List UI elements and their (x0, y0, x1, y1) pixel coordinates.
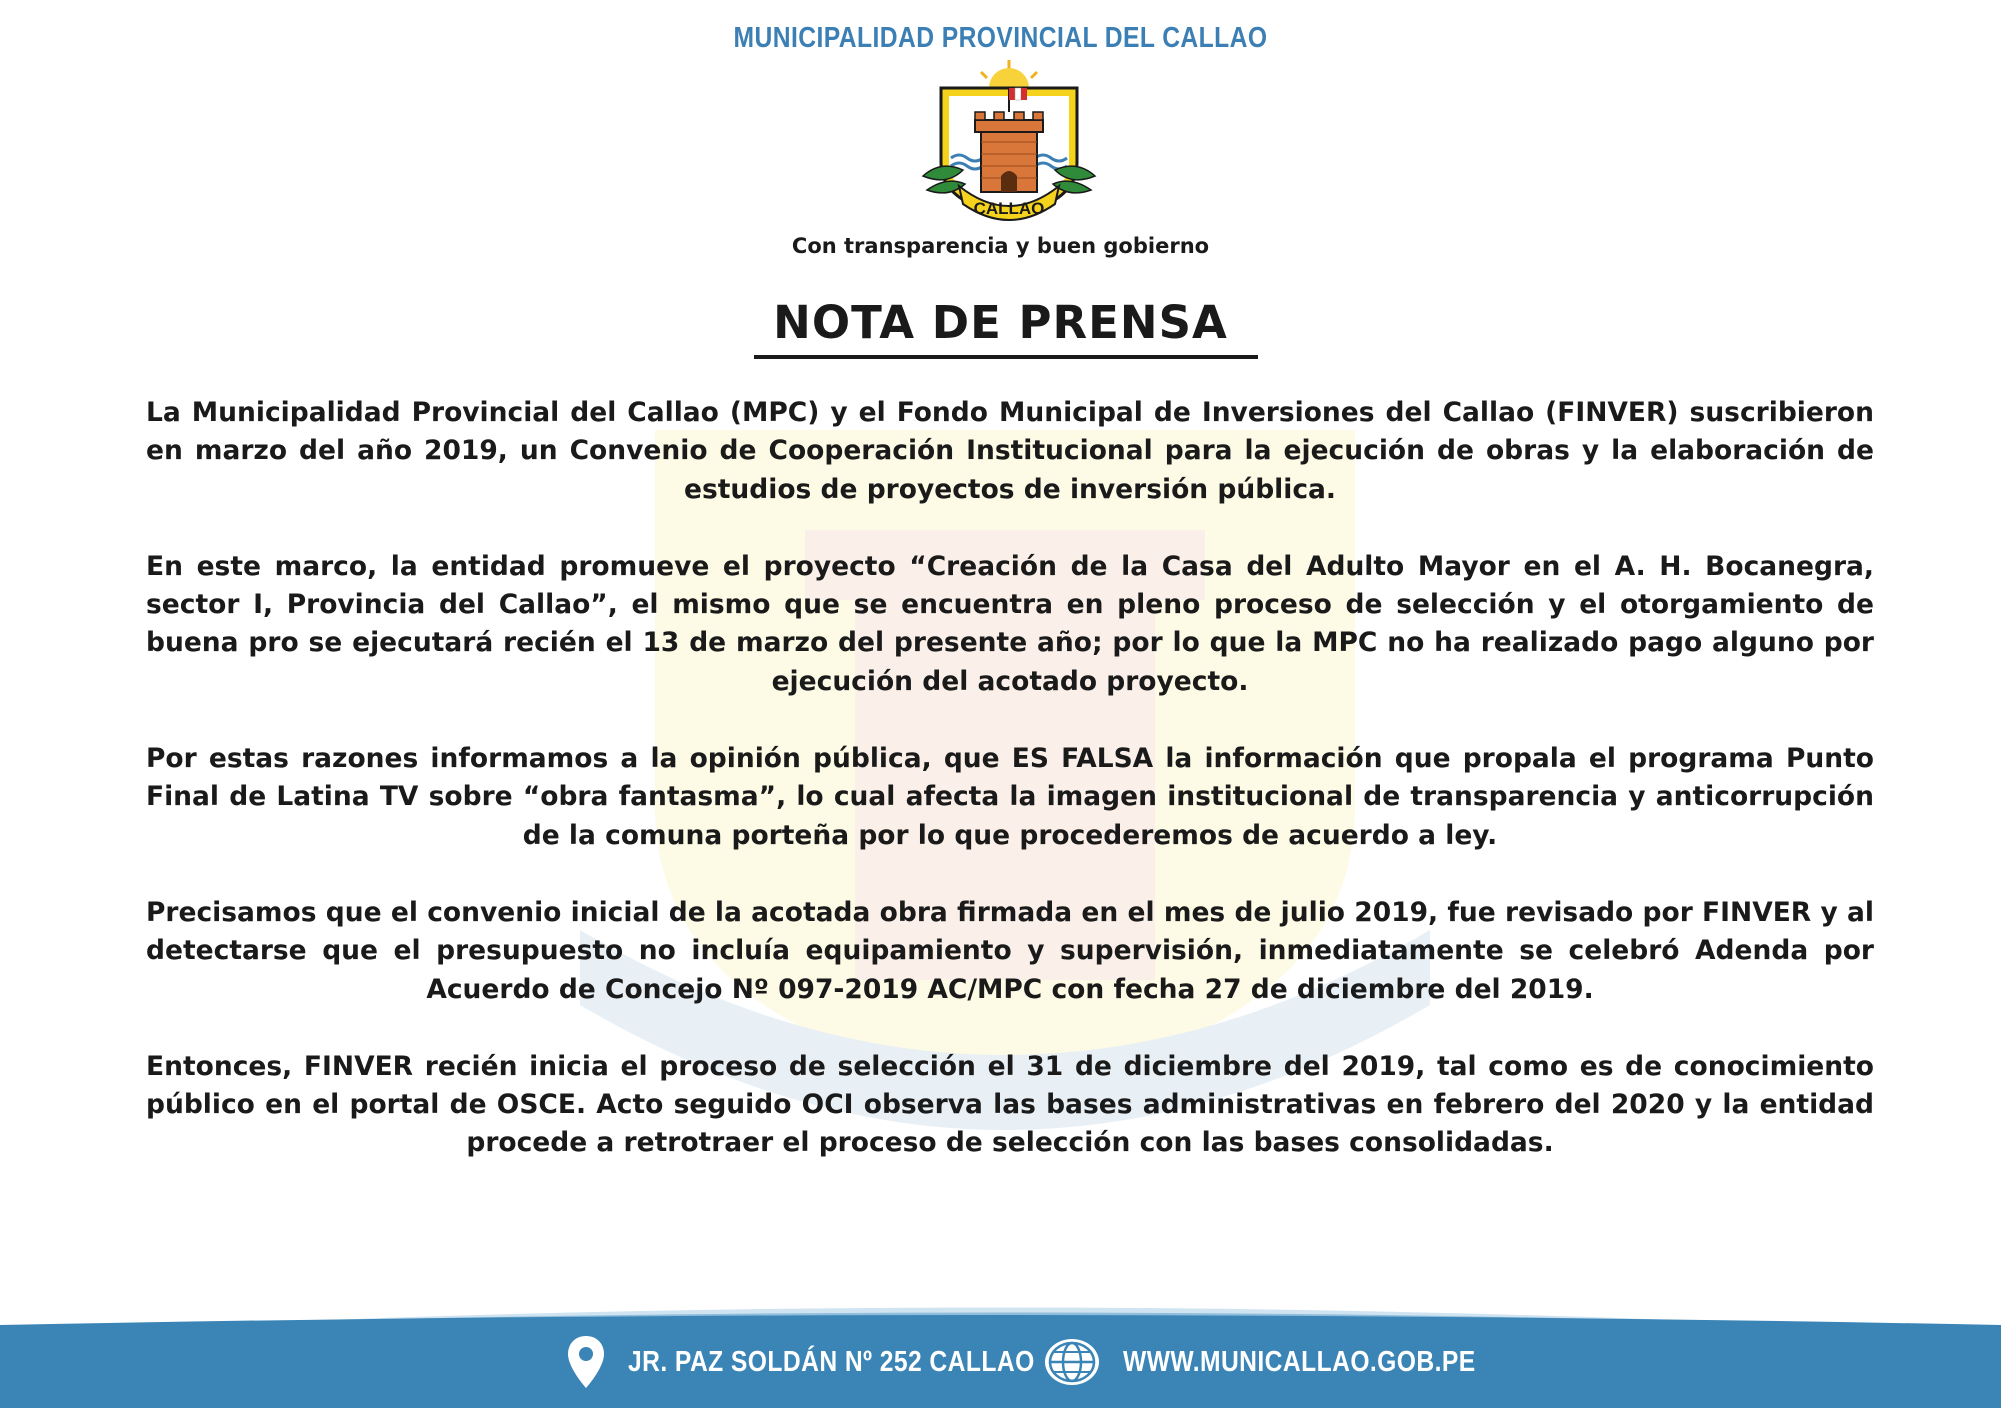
callao-crest-logo (919, 58, 1099, 228)
organization-name: MUNICIPALIDAD PROVINCIAL DEL CALLAO (733, 22, 1268, 54)
logo-wordmark: CALLAO (973, 199, 1045, 218)
footer-website[interactable] (1043, 1340, 1538, 1384)
paragraph-1: La Municipalidad Provincial del Callao (MPC) y el Fondo Municipal de Inversiones del Callao (FINVER) suscribieron en marzo del año 2019, un Convenio de Cooperación Institucional para la ejecución de obras y la elaboración de estudios de proyectos de inversión pública. (146, 397, 1874, 505)
slogan: Con transparencia y buen gobierno (791, 234, 1210, 258)
press-release-body (146, 394, 1874, 1202)
paragraph-2: En este marco, la entidad promueve el proyecto “Creación de la Casa del Adulto Mayor en el A. H. Bocanegra, sector I, Provincia del Callao”, el mismo que se encuentra en pleno proceso de selección y el otorgamiento de buena pro se ejecutará recién el 13 de marzo del presente año; por lo que la MPC no ha realizado pago alguno por ejecución del acotado proyecto. (146, 550, 1874, 697)
website-link[interactable]: WWW.MUNICALLAO.GOB.PE (1123, 1345, 1476, 1378)
paragraph-3: Por estas razones informamos a la opinión pública, que ES FALSA la información que propala el programa Punto Final de Latina TV sobre “obra fantasma”, lo cual afecta la imagen institucional de transparencia y anticorrupción de la comuna porteña por lo que procederemos de acuerdo a ley. (146, 743, 1874, 851)
address-text: JR. PAZ SOLDÁN Nº 252 CALLAO (628, 1345, 1035, 1378)
castle-tower-icon (975, 112, 1043, 192)
location-pin-icon (566, 1334, 606, 1390)
paragraph-5: Entonces, FINVER recién inicia el proceso de selección el 31 de diciembre del 2019, tal como es de conocimiento público en el portal de OSCE. Acto seguido OCI observa las bases administrativas en febrero del 2020 y la entidad procede a retrotraer el proceso de selección con las bases consolidadas. (146, 1050, 1874, 1159)
paragraph-4: Precisamos que el convenio inicial de la acotada obra firmada en el mes de julio 2019, fue revisado por FINVER y al detectarse que el presupuesto no incluía equipamiento y supervisión, inmediatamente se celebró Adenda por Acuerdo de Concejo Nº 097-2019 AC/MPC con fecha 27 de diciembre del 2019. (146, 896, 1874, 1005)
document-title: NOTA DE PRENSA (773, 296, 1228, 349)
footer-address (566, 1340, 1106, 1384)
globe-icon (1043, 1337, 1101, 1387)
title-underline (754, 355, 1258, 359)
